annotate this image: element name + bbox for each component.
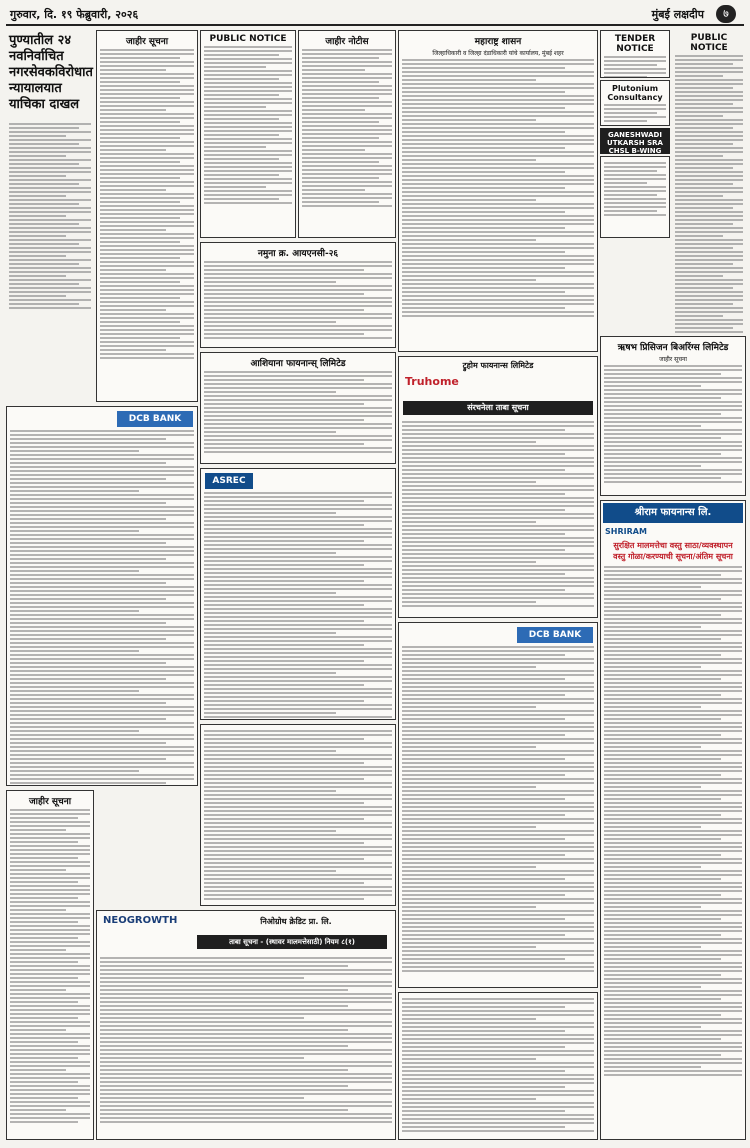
notice-title: PUBLIC NOTICE	[209, 34, 287, 44]
ganeshwadi-banner: GANESHWADI UTKARSH SRA CHSL B-WING	[600, 128, 670, 154]
notice-title: ऋषभ प्रिसिजन बिअरिंग्स लिमिटेड	[617, 343, 729, 353]
right-public-notice	[672, 30, 746, 350]
notice-title: जाहीर सूचना	[28, 797, 72, 807]
shriram-logo: SHRIRAM	[605, 527, 647, 536]
ashiana-notice	[200, 352, 396, 464]
masthead	[6, 4, 744, 26]
notice-title: महाराष्ट्र शासन	[474, 37, 522, 47]
truhome-notice	[398, 356, 598, 618]
middle-lower-notice	[200, 724, 396, 906]
neogrowth-notice	[96, 910, 396, 1140]
jahir-notice-2	[298, 30, 396, 238]
dcb-logo: DCB BANK	[517, 627, 593, 643]
issue-date: गुरुवार, दि. १९ फेब्रुवारी, २०२६	[10, 8, 139, 21]
page-number: ७	[716, 5, 736, 23]
section-banner: ताबा सूचना - (स्थावर मालमत्तेसाठी) नियम ८(१)	[197, 935, 387, 949]
truhome-logo: Truhome	[405, 375, 459, 388]
notice-subtitle: जाहीर सूचना	[659, 356, 687, 363]
lead-headline: पुण्यातील २४ नवनिर्वाचित नगरसेवकविरोधात न्यायालयात याचिका दाखल	[9, 33, 93, 112]
notice-title: ट्रुहोम फायनान्स लिमिटेड	[462, 361, 534, 370]
notice-title: श्रीराम फायनान्स लि.	[603, 503, 743, 523]
notice-office: जिल्हाधिकारी व जिल्हा दंडाधिकारी यांचे कार्यालय, मुंबई शहर	[432, 50, 564, 57]
notice-jahir-suchna	[96, 30, 198, 402]
notice-title: जाहीर नोटीस	[325, 37, 369, 47]
asrec-notice	[200, 468, 396, 720]
bottom-center-notice	[398, 992, 598, 1140]
notice-title: TENDER NOTICE	[614, 34, 656, 54]
notice-title: PUBLIC NOTICE	[690, 33, 728, 53]
asrec-logo: ASREC	[205, 473, 253, 489]
plutonium-notice	[600, 80, 670, 126]
form-inc-26-notice	[200, 242, 396, 348]
notice-title: Plutonium Consultancy	[607, 84, 663, 102]
section-banner: संरचनेला ताबा सूचना	[403, 401, 593, 415]
dcb-bank-notice-2	[398, 622, 598, 988]
notice-title: जाहीर सूचना	[125, 37, 169, 47]
ganeshwadi-notice	[600, 156, 670, 238]
lead-story	[6, 30, 94, 402]
notice-title: निओग्रोथ क्रेडिट प्रा. लि.	[260, 917, 332, 926]
left-bottom-notice	[6, 790, 94, 1140]
public-notice-1	[200, 30, 296, 238]
shriram-notice	[600, 500, 746, 1140]
notice-subtitle: सुरक्षित मालमत्तेचा वस्तु साठा/व्यवस्थापन वस्तु गोळा/करण्याची सूचना/अंतिम सूचना	[613, 541, 733, 561]
rushabh-notice	[600, 336, 746, 496]
dcb-bank-notice-1	[6, 406, 198, 786]
notice-title: आशियाना फायनान्स्‌ लिमिटेड	[250, 359, 346, 369]
edition-name: मुंबई लक्षदीप	[651, 8, 704, 21]
collector-notice	[398, 30, 598, 352]
tender-notice	[600, 30, 670, 78]
notice-title: नमुना क्र. आयएनसी-२६	[257, 249, 339, 259]
neogrowth-logo: NEOGROWTH	[103, 915, 178, 926]
dcb-logo: DCB BANK	[117, 411, 193, 427]
